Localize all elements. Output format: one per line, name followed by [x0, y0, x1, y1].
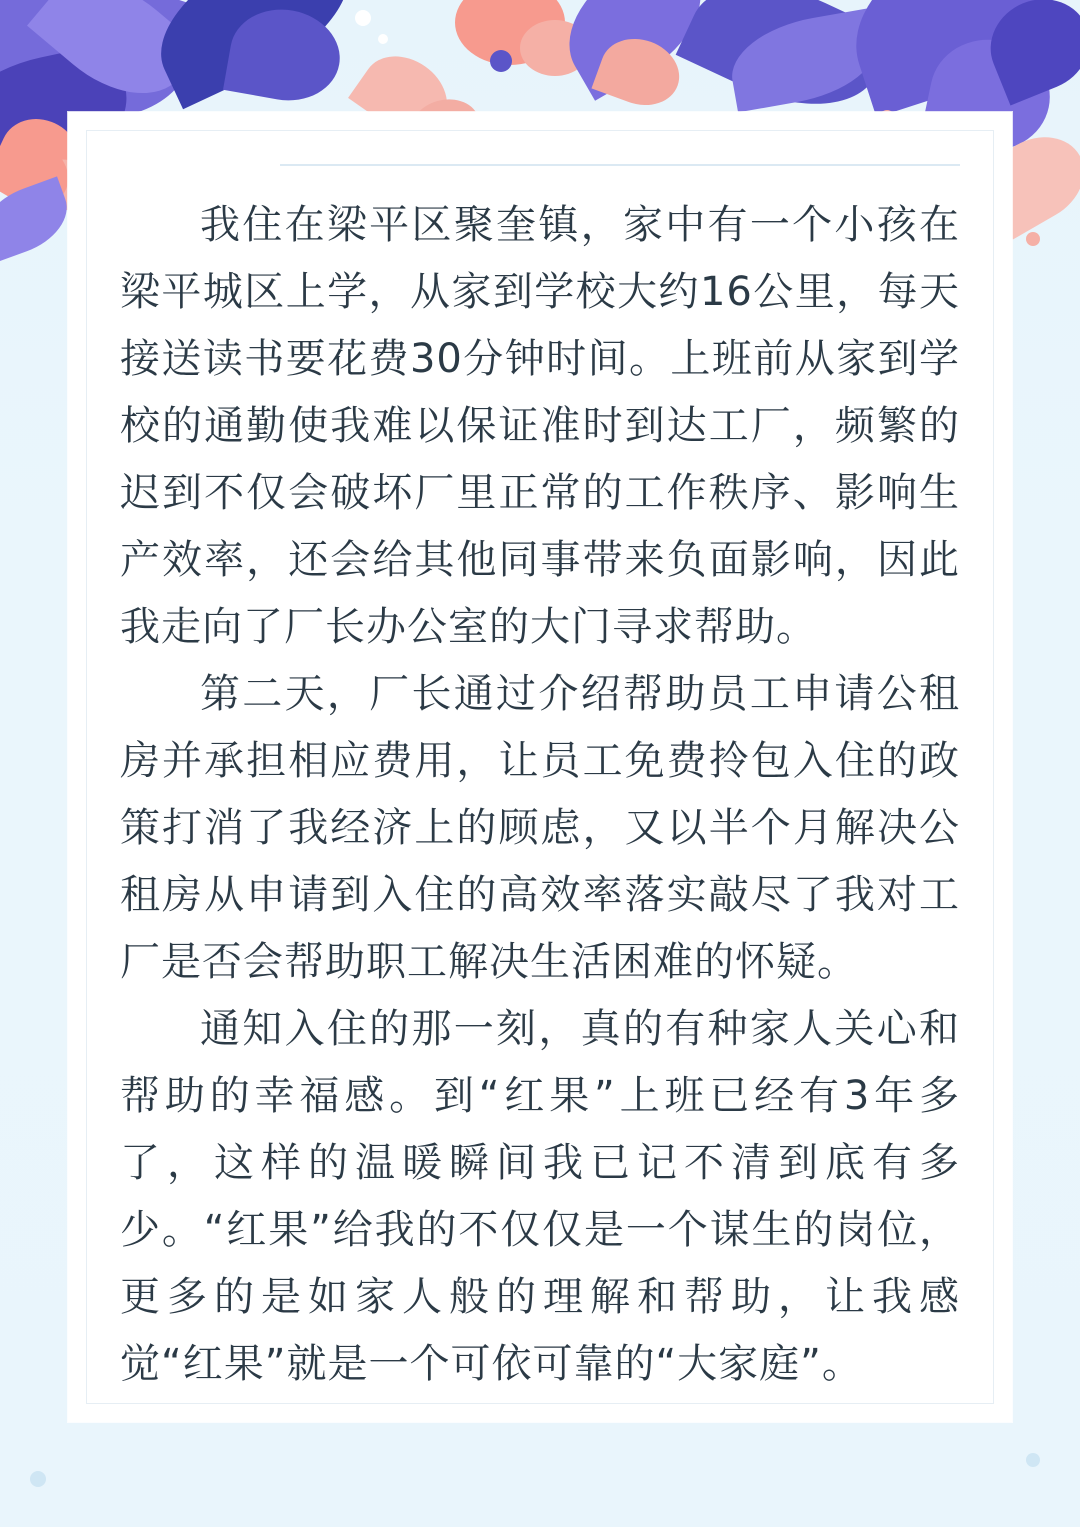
dot-icon: [30, 1471, 46, 1487]
header-rule: [280, 164, 960, 166]
dot-icon: [1026, 1453, 1040, 1467]
leaf-icon: [545, 0, 725, 101]
dot-icon: [490, 50, 512, 72]
leaf-icon: [0, 176, 78, 263]
petal-icon: [223, 1, 347, 109]
flower-icon: [455, 0, 565, 65]
dot-icon: [378, 34, 388, 44]
letter-paper: [68, 112, 1012, 1422]
leaf-icon: [724, 8, 886, 113]
letter-content: [120, 158, 960, 1387]
paragraph-3: 通知入住的那一刻，真的有种家人关心和帮助的幸福感。到“红果”上班已经有3年多了，这样的温暖瞬间我已记不清到底有多少。“红果”给我的不仅仅是一个谋生的岗位，更多的是如家人般的理解和帮助，让我感觉“红果”就是一个可依可靠的“大家庭”。: [120, 1006, 960, 1387]
paragraph-2: 第二天，厂长通过介绍帮助员工申请公租房并承担相应费用，让员工免费拎包入住的政策打消了我经济上的顾虑，又以半个月解决公租房从申请到入住的高效率落实敲尽了我对工厂是否会帮助职工解决生活困难的怀疑。: [120, 671, 960, 985]
leaf-icon: [833, 0, 1066, 117]
leaf-icon: [137, 0, 374, 109]
dot-icon: [1026, 232, 1040, 246]
dot-icon: [355, 10, 371, 26]
paragraph-1: 我住在梁平区聚奎镇，家中有一个小孩在梁平城区上学，从家到学校大约16公里，每天接送读书要花费30分钟时间。上班前从家到学校的通勤使我难以保证准时到达工厂，频繁的迟到不仅会破坏厂里正常的工作秩序、影响生产效率，还会给其他同事带来负面影响，因此我走向了厂长办公室的大门寻求帮助。: [120, 202, 960, 650]
petal-icon: [977, 0, 1080, 105]
flower-icon: [520, 20, 590, 76]
leaf-icon: [27, 0, 203, 122]
letter-body: [120, 192, 960, 1398]
petal-icon: [591, 28, 688, 116]
